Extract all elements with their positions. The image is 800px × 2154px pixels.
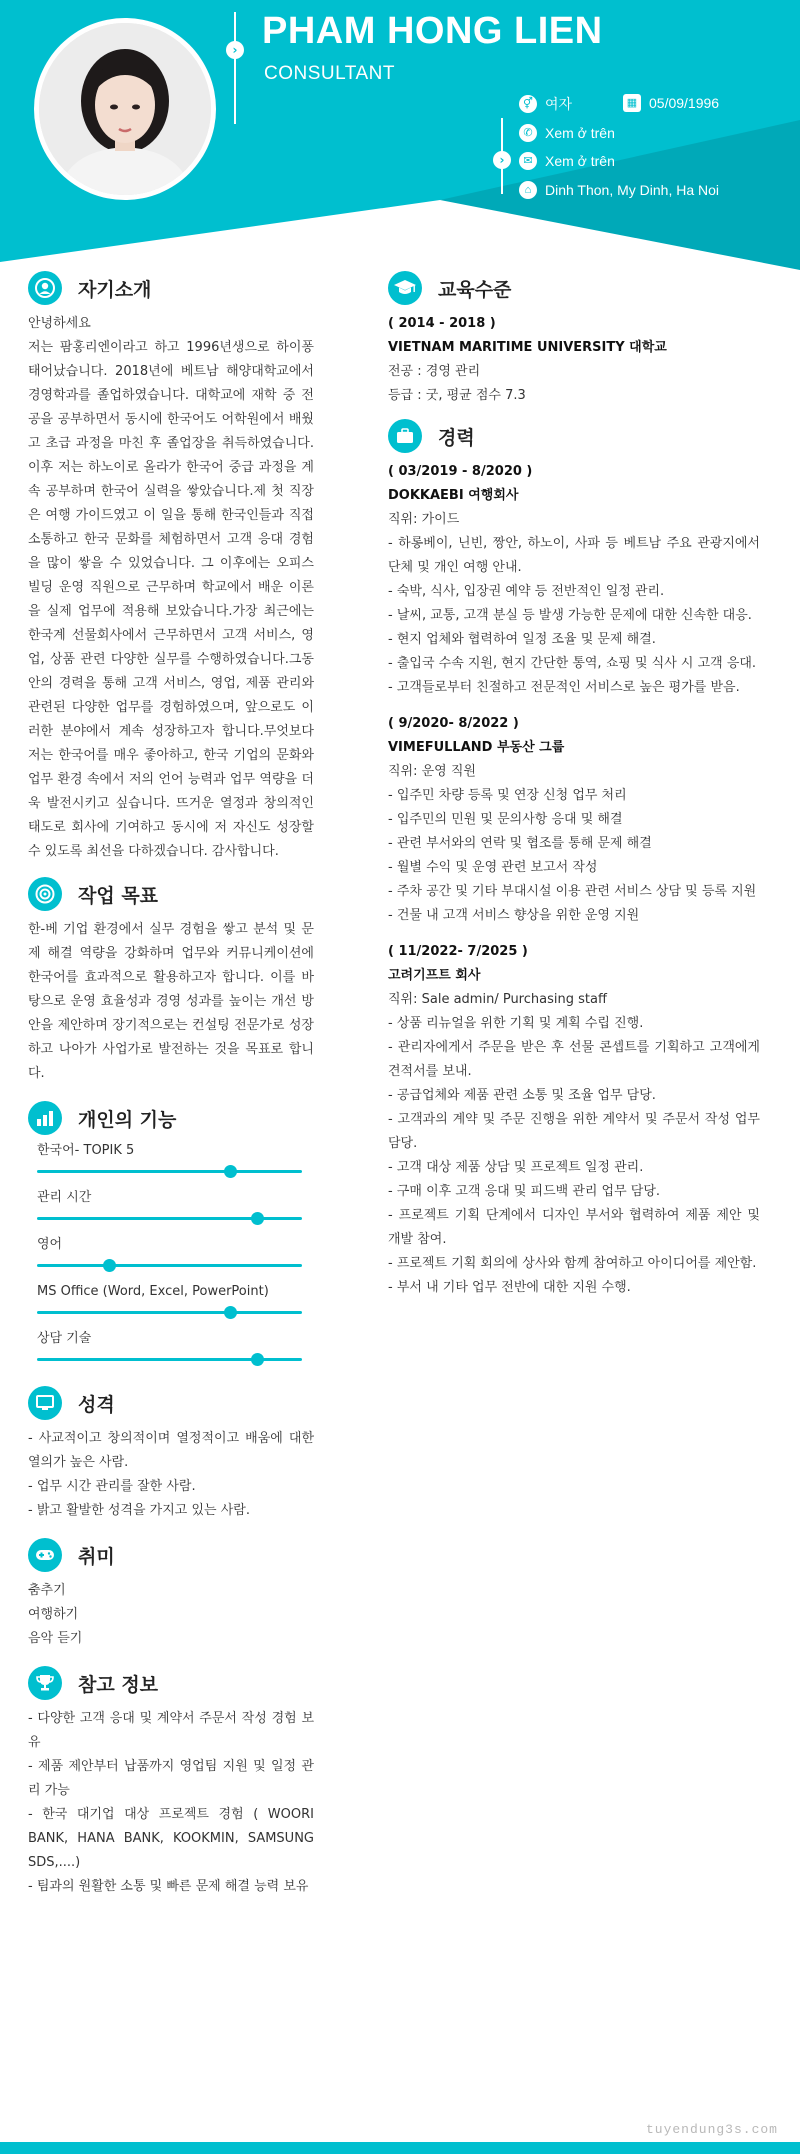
job-duty: - 프로젝트 기획 단계에서 디자인 부서와 협력하여 제품 제안 및 개발 참여. — [388, 1208, 760, 1247]
skill-item — [28, 1189, 314, 1230]
personality-line: - 밝고 활발한 성격을 가지고 있는 사람. — [28, 1503, 250, 1518]
about-section — [28, 270, 314, 864]
contact-phone[interactable] — [519, 124, 615, 142]
job-duty: - 고객과의 계약 및 주문 진행을 위한 계약서 및 주문서 작성 업무 담당. — [388, 1112, 760, 1151]
hobbies-section — [28, 1537, 314, 1651]
contact-gender — [519, 94, 572, 114]
gender-value: 여자 — [545, 96, 573, 112]
personality-title: 성격 — [78, 1393, 115, 1416]
briefcase-icon — [388, 419, 422, 453]
job-duty: - 주차 공간 및 기타 부대시설 이용 관련 서비스 상담 및 등록 지원 — [388, 884, 757, 899]
job-duty: - 공급업체와 제품 관련 소통 및 조율 업무 담당. — [388, 1088, 656, 1103]
job-duty: - 건물 내 고객 서비스 향상을 위한 운영 지원 — [388, 908, 640, 923]
personality-section — [28, 1385, 314, 1523]
right-column — [388, 270, 760, 1300]
skills-list — [28, 1142, 314, 1371]
references-section — [28, 1665, 314, 1899]
hobby-item: 춤추기 — [28, 1583, 66, 1598]
experience-title: 경력 — [438, 426, 475, 449]
about-header — [28, 270, 314, 306]
job-company: 고려기프트 회사 — [388, 968, 481, 983]
email-value[interactable]: Xem ở trên — [545, 153, 615, 169]
hobbies-title: 취미 — [78, 1545, 115, 1568]
reference-line: - 팀과의 원활한 소통 및 빠른 문제 해결 능력 보유 — [28, 1879, 309, 1894]
skill-bar — [37, 1358, 302, 1361]
hobbies-header — [28, 1537, 314, 1573]
profile-photo-frame — [34, 18, 216, 200]
skill-item — [28, 1330, 314, 1371]
job-company: DOKKAEBI 여행회사 — [388, 488, 519, 503]
about-body: 저는 팜홍리엔이라고 하고 1996년생으로 하이퐁 태어났습니다. 2018년에 베트남 해양대학교에서 경영학과를 졸업하였습니다. 대학교에 재학 중 전공을 공부하면서 동시에 한국어도 어학원에서 배웠고 초급 과정을 마친 후 졸업장을 취득하였습니다. 이후 저는 하노이로 올라가 한국어 중급 과정을 계속 공부하며 한국어 실력을 쌓았습니다.제 첫 직장은 여행 가이드였고 이 일을 통해 한국인들과 직접 소통하고 한국 문화를 체험하면서 고객 응대 경험을 많이 쌓을 수 있었습니다. 그 이후에는 오피스 빌딩 운영 직원으로 근무하며 학교에서 배운 이론을 실제 업무에 적용해 보았습니다.가장 최근에는 한국계 선물회사에서 근무하면서 고객 서비스, 영업, 상품 관련 다양한 실무를 수행하였습니다.그동안의 경력을 통해 고객 서비스, 영업, 제품 관리와 관련된 다양한 업무를 경험하였으며, 앞으로도 이러한 분야에서 계속 성장하고자 합니다.무엇보다 저는 한국어를 매우 좋아하고, 한국 기업의 문화와 업무 환경 속에서 저의 언어 능력과 업무 역량을 더욱 발전시키고 싶습니다. 뜨거운 열정과 창의적인 태도로 회사에 기여하고 동시에 저 자신도 성장할 수 있도록 최선을 다하겠습니다. 감사합니다. — [28, 340, 314, 859]
references-title: 참고 정보 — [78, 1673, 159, 1696]
job-entry — [388, 712, 760, 928]
job-duty: - 구매 이후 고객 응대 및 피드백 관리 업무 담당. — [388, 1184, 661, 1199]
skill-bar — [37, 1264, 302, 1267]
job-duty: - 프로젝트 기획 회의에 상사와 함께 참여하고 아이디어를 제안함. — [388, 1256, 757, 1271]
personality-line: - 사교적이고 창의적이며 열정적이고 배움에 대한 열의가 높은 사람. — [28, 1431, 314, 1470]
footer-band — [0, 2142, 800, 2154]
reference-line: - 한국 대기업 대상 프로젝트 경험 ( WOORI BANK, HANA BANK, KOOKMIN, SAMSUNG SDS,....) — [28, 1807, 314, 1870]
skill-bar — [37, 1217, 302, 1220]
home-icon: ⌂ — [519, 181, 537, 199]
watermark: tuyendung3s.com — [645, 2122, 778, 2137]
skill-level-knob — [103, 1259, 116, 1272]
hobby-item: 음악 듣기 — [28, 1631, 83, 1646]
job-company: VIMEFULLAND 부동산 그룹 — [388, 740, 565, 755]
education-period: ( 2014 - 2018 ) — [388, 316, 496, 331]
gamepad-icon — [28, 1538, 62, 1572]
education-major: 전공 : 경영 관리 — [388, 364, 481, 379]
skill-name: 영어 — [37, 1237, 63, 1252]
job-role: 직위: 가이드 — [388, 512, 460, 527]
job-duty: - 고객 대상 제품 상담 및 프로젝트 일정 관리. — [388, 1160, 644, 1175]
candidate-title: CONSULTANT — [264, 63, 395, 84]
goal-header — [28, 876, 314, 912]
personality-line: - 업무 시간 관리를 잘한 사람. — [28, 1479, 196, 1494]
education-school: VIETNAM MARITIME UNIVERSITY 대학교 — [388, 340, 667, 355]
job-duty: - 하롱베이, 닌빈, 짱안, 하노이, 사파 등 베트남 주요 관광지에서 단체 및 개인 여행 안내. — [388, 536, 760, 575]
job-entry — [388, 940, 760, 1300]
skill-item — [28, 1236, 314, 1277]
target-icon — [28, 877, 62, 911]
job-duty: - 현지 업체와 협력하여 일정 조율 및 문제 해결. — [388, 632, 656, 647]
trophy-icon — [28, 1666, 62, 1700]
phone-icon: ✆ — [519, 124, 537, 142]
skill-level-knob — [251, 1212, 264, 1225]
skill-bar — [37, 1170, 302, 1173]
contact-address — [519, 181, 719, 199]
skill-item — [28, 1283, 314, 1324]
resume-header — [0, 0, 800, 270]
job-period: ( 11/2022- 7/2025 ) — [388, 944, 528, 959]
about-title: 자기소개 — [78, 278, 152, 301]
goal-section — [28, 876, 314, 1086]
birthdate-value: 05/09/1996 — [649, 95, 720, 111]
skill-level-knob — [251, 1353, 264, 1366]
calendar-icon: ▦ — [623, 94, 641, 112]
goal-title: 작업 목표 — [78, 884, 159, 907]
job-duty: - 관리자에게서 주문을 받은 후 선물 콘셉트를 기획하고 고객에게 견적서를 보내. — [388, 1040, 760, 1079]
job-duty: - 입주민 차량 등록 및 연장 신청 업무 처리 — [388, 788, 627, 803]
gender-icon: ⚥ — [519, 95, 537, 113]
job-duty: - 고객들로부터 친절하고 전문적인 서비스로 높은 평가를 받음. — [388, 680, 740, 695]
job-entry — [388, 460, 760, 700]
profile-photo — [39, 23, 211, 195]
job-duty: - 출입국 수속 지원, 현지 간단한 통역, 쇼핑 및 식사 시 고객 응대. — [388, 656, 757, 671]
user-icon — [28, 271, 62, 305]
job-role: 직위: 운영 직원 — [388, 764, 476, 779]
contact-email[interactable] — [519, 152, 615, 170]
education-grade: 등급 : 굿, 평균 점수 7.3 — [388, 388, 526, 403]
reference-line: - 제품 제안부터 납품까지 영업팀 지원 및 일정 관리 가능 — [28, 1759, 314, 1798]
skill-level-knob — [224, 1165, 237, 1178]
bar-chart-icon — [28, 1101, 62, 1135]
references-header — [28, 1665, 314, 1701]
skills-header — [28, 1100, 314, 1136]
candidate-name: PHAM HONG LIEN — [262, 10, 603, 52]
education-section — [388, 270, 760, 408]
graduation-cap-icon — [388, 271, 422, 305]
job-duty: - 숙박, 식사, 입장권 예약 등 전반적인 일정 관리. — [388, 584, 665, 599]
skill-name: 관리 시간 — [37, 1190, 92, 1205]
job-duty: - 입주민의 민원 및 문의사항 응대 및 해결 — [388, 812, 623, 827]
phone-value[interactable]: Xem ở trên — [545, 125, 615, 141]
goal-body: 한-베 기업 환경에서 실무 경험을 쌓고 분석 및 문제 해결 역량을 강화하며 업무와 커뮤니케이션에 한국어를 효과적으로 활용하고자 합니다. 이를 바탕으로 운영 효율성과 경영 성과를 높이는 개선 방안을 제안하며 장기적으로는 컨설팅 전문가로 성장하고 나아가 사업가로 발전하는 것을 목표로 합니다. — [28, 922, 314, 1081]
job-period: ( 03/2019 - 8/2020 ) — [388, 464, 533, 479]
address-value: Dinh Thon, My Dinh, Ha Noi — [545, 182, 720, 198]
job-duty: - 상품 리뉴얼을 위한 기획 및 계획 수립 진행. — [388, 1016, 644, 1031]
skill-item — [28, 1142, 314, 1183]
chevron-right-icon: › — [226, 41, 244, 59]
education-title: 교육수준 — [438, 278, 512, 301]
skill-level-knob — [224, 1306, 237, 1319]
reference-line: - 다양한 고객 응대 및 계약서 주문서 작성 경험 보유 — [28, 1711, 314, 1750]
skill-name: MS Office (Word, Excel, PowerPoint) — [37, 1284, 269, 1299]
about-greeting: 안녕하세요 — [28, 316, 91, 331]
left-column — [28, 270, 314, 1899]
experience-section — [388, 418, 760, 1300]
job-duty: - 관련 부서와의 연락 및 협조를 통해 문제 해결 — [388, 836, 652, 851]
contact-birthdate — [623, 94, 719, 112]
education-header — [388, 270, 760, 306]
skills-section — [28, 1100, 314, 1371]
email-icon: ✉ — [519, 152, 537, 170]
personality-header — [28, 1385, 314, 1421]
job-duty: - 부서 내 기타 업무 전반에 대한 지원 수행. — [388, 1280, 631, 1295]
monitor-icon — [28, 1386, 62, 1420]
job-duty: - 월별 수익 및 운영 관련 보고서 작성 — [388, 860, 598, 875]
chevron-right-icon: › — [493, 151, 511, 169]
job-role: 직위: Sale admin/ Purchasing staff — [388, 992, 607, 1007]
job-period: ( 9/2020- 8/2022 ) — [388, 716, 519, 731]
experience-header — [388, 418, 760, 454]
skill-name: 상담 기술 — [37, 1331, 92, 1346]
header-divider-line — [234, 12, 236, 124]
skill-bar — [37, 1311, 302, 1314]
skills-title: 개인의 기능 — [78, 1108, 177, 1131]
skill-name: 한국어- TOPIK 5 — [37, 1143, 135, 1158]
job-duty: - 날씨, 교통, 고객 분실 등 발생 가능한 문제에 대한 신속한 대응. — [388, 608, 752, 623]
hobby-item: 여행하기 — [28, 1607, 79, 1622]
